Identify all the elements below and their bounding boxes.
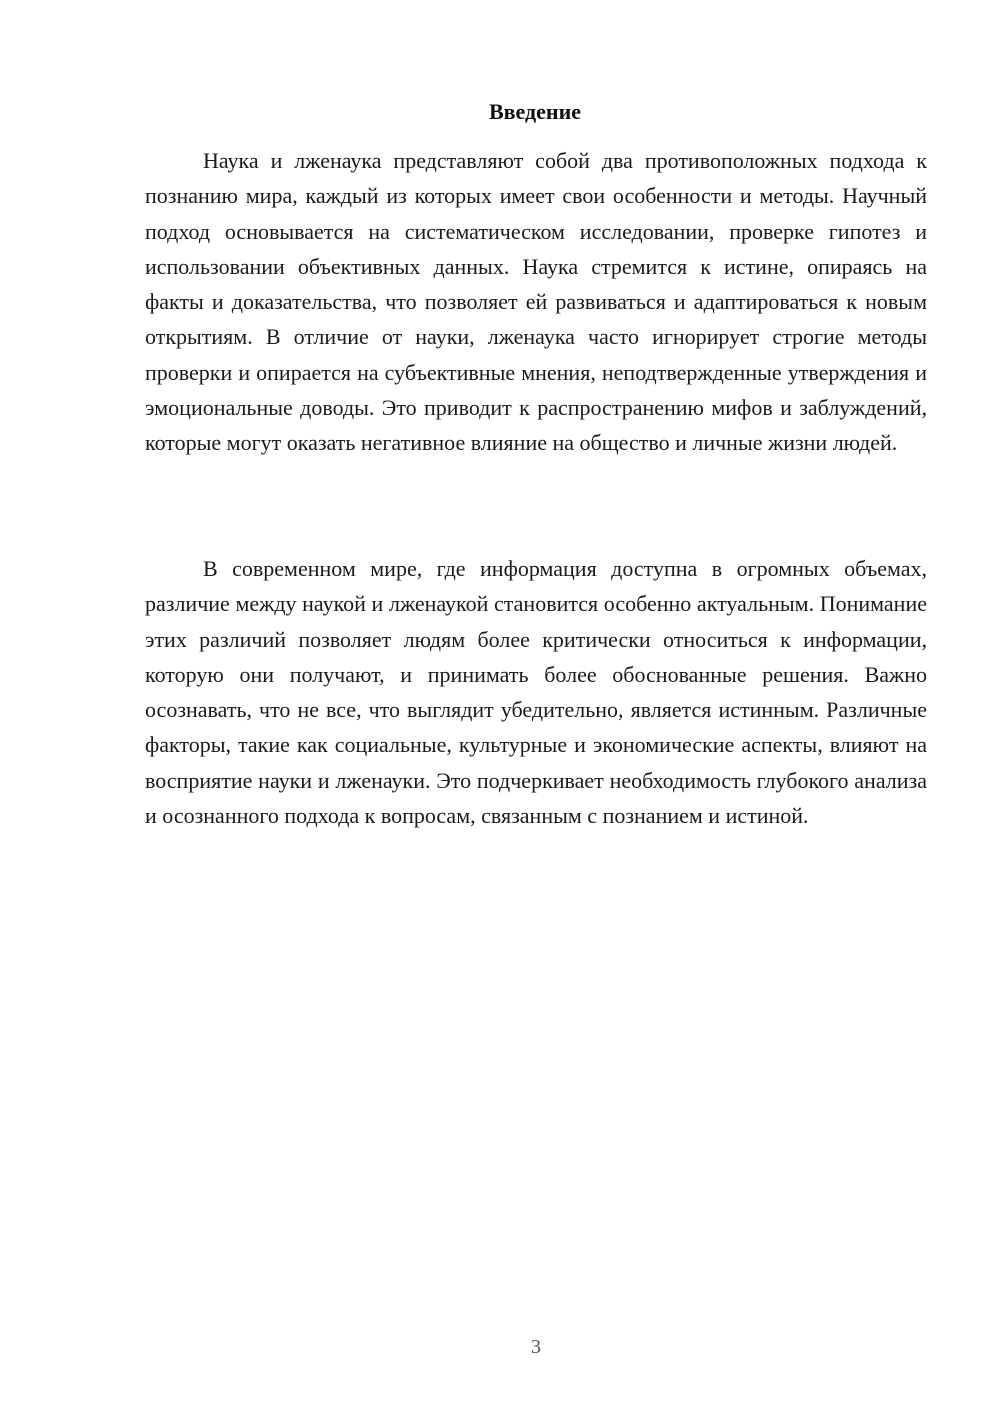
page-number: 3 — [531, 1336, 541, 1358]
paragraph-1: Наука и лженаука представляют собой два противоположных подхода к познанию мира, каждый из которых имеет свои особенности и методы. Научный подход основывается на систематическом исследовании, проверке гипотез и использовании объективных данных. Наука стремится к истине, опираясь на факты и доказательства, что позволяет ей развиваться и адаптироваться к новым открытиям. В отличие от науки, лженаука часто игнорирует строгие методы проверки и опирается на субъективные мнения, неподтвержденные утверждения и эмоциональные доводы. Это приводит к распространению мифов и заблуждений, которые могут оказать негативное влияние на общество и личные жизни людей. — [145, 148, 927, 456]
section-heading: Введение — [488, 99, 582, 124]
paragraph-2: В современном мире, где информация доступна в огромных объемах, различие между наукой и лженаукой становится особенно актуальным. Понимание этих различий позволяет людям более критически относиться к информации, которую они получают, и принимать более обоснованные решения. Важно осознавать, что не все, что выглядит убедительно, является истинным. Различные факторы, такие как социальные, культурные и экономические аспекты, влияют на восприятие науки и лженауки. Это подчеркивает необходимость глубокого анализа и осознанного подхода к вопросам, связанным с познанием и истиной. — [145, 556, 927, 829]
